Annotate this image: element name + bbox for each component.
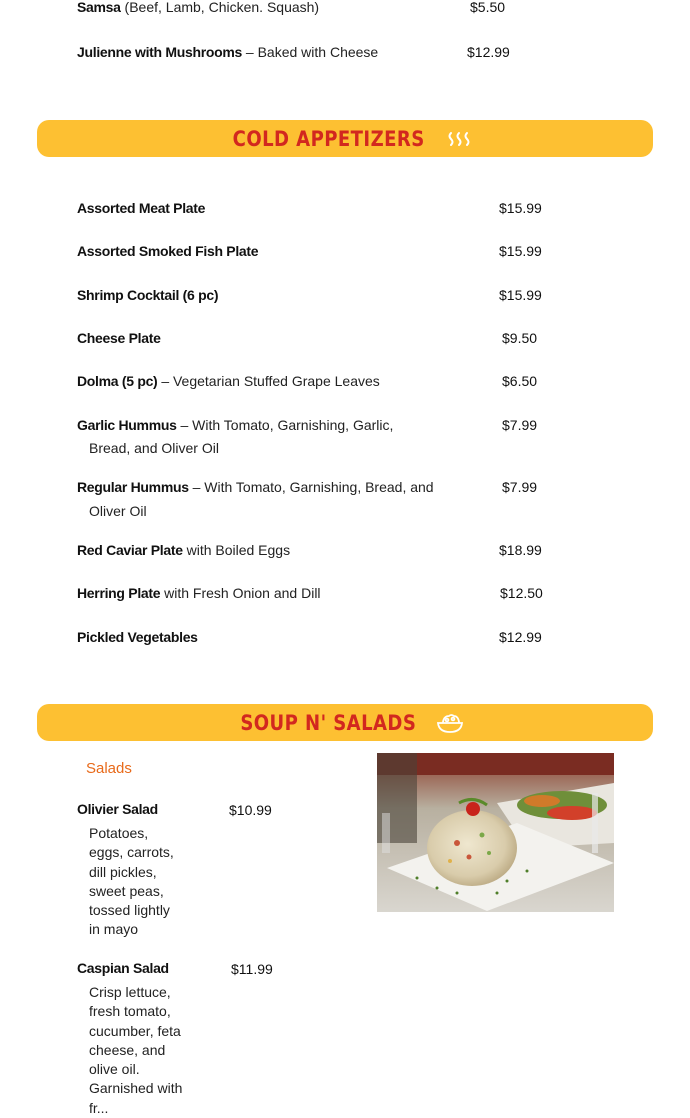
- item-name: Dolma (5 pc): [77, 373, 158, 389]
- section-title: SOUP N' SALADS: [240, 710, 416, 735]
- item-price: $18.99: [499, 542, 542, 558]
- item-price: $9.50: [502, 330, 538, 346]
- salad-item-price: $10.99: [229, 802, 272, 818]
- menu-item: [77, 372, 380, 391]
- item-name: Samsa: [77, 0, 121, 15]
- item-price: $15.99: [499, 243, 542, 259]
- item-price: $15.99: [499, 200, 542, 216]
- item-name: Shrimp Cocktail (6 pc): [77, 287, 219, 303]
- item-name: Cheese Plate: [77, 330, 161, 346]
- item-name: Herring Plate: [77, 585, 161, 601]
- section-title: COLD APPETIZERS: [232, 126, 426, 151]
- item-desc: with Fresh Onion and Dill: [164, 585, 321, 601]
- menu-item: [77, 242, 258, 261]
- item-price: $7.99: [502, 417, 538, 433]
- item-price: $6.50: [502, 373, 538, 389]
- salad-item-price: $11.99: [231, 961, 273, 977]
- item-desc: – With Tomato, Garnishing, Garlic,: [180, 417, 394, 433]
- steam-icon: [447, 131, 473, 147]
- menu-item-samsa: [77, 0, 319, 17]
- menu-item: [77, 541, 290, 560]
- menu-item: [77, 199, 205, 218]
- item-name: Assorted Smoked Fish Plate: [77, 243, 259, 259]
- menu-item-julienne: [77, 43, 378, 62]
- item-desc-continued: Oliver Oil: [89, 503, 147, 519]
- menu-item: [77, 584, 321, 603]
- menu-item: [77, 478, 434, 497]
- item-desc-continued: Bread, and Oliver Oil: [89, 440, 219, 456]
- salad-item-desc: Crisp lettuce, fresh tomato, cucumber, feta cheese, and olive oil. Garnished with fr...: [89, 984, 183, 1116]
- olivier-salad-photo: [377, 753, 614, 912]
- item-desc: – With Tomato, Garnishing, Bread, and: [192, 479, 434, 495]
- item-price: $12.99: [467, 44, 510, 60]
- menu-item: [77, 329, 161, 348]
- item-name: Red Caviar Plate: [77, 542, 183, 558]
- item-price: $12.99: [499, 629, 542, 645]
- item-price: $12.50: [500, 585, 543, 601]
- menu-item: [77, 628, 198, 647]
- salad-item-name: Olivier Salad: [77, 801, 158, 817]
- menu-item: [77, 286, 218, 305]
- item-price: $7.99: [502, 479, 538, 495]
- menu-item: [77, 416, 393, 435]
- item-desc: with Boiled Eggs: [186, 542, 291, 558]
- item-name: Julienne with Mushrooms: [77, 44, 243, 60]
- salad-item-desc: Potatoes, eggs, carrots, dill pickles, sweet peas, tossed lightly in mayo: [89, 825, 174, 938]
- item-desc: – Baked with Cheese: [245, 44, 379, 60]
- salad-item-name: Caspian Salad: [77, 960, 169, 976]
- salad-bowl-icon: [436, 712, 464, 734]
- item-desc: (Beef, Lamb, Chicken. Squash): [124, 0, 320, 15]
- item-name: Assorted Meat Plate: [77, 200, 206, 216]
- cold-appetizers-banner: [37, 120, 653, 157]
- salads-subheading: Salads: [86, 760, 132, 777]
- item-name: Garlic Hummus: [77, 417, 177, 433]
- item-name: Regular Hummus: [77, 479, 189, 495]
- item-price: $5.50: [470, 0, 506, 15]
- soup-salads-banner: [37, 704, 653, 741]
- item-desc: – Vegetarian Stuffed Grape Leaves: [161, 373, 380, 389]
- item-price: $15.99: [499, 287, 542, 303]
- item-name: Pickled Vegetables: [77, 629, 198, 645]
